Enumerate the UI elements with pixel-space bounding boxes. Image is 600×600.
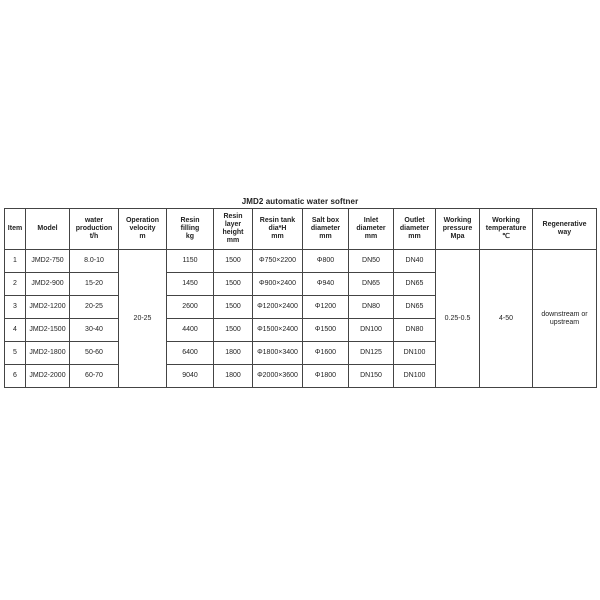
cell-height: 1500 <box>214 319 253 342</box>
header-resin-tank: Resin tank dia*H mm <box>253 209 303 250</box>
header-inlet: Inlet diameter mm <box>349 209 394 250</box>
spec-sheet <box>4 197 596 388</box>
cell-resin: 4400 <box>167 319 214 342</box>
cell-outlet: DN100 <box>394 342 436 365</box>
cell-regenerative: downstream or upstream <box>533 250 597 388</box>
cell-tank: Φ1500×2400 <box>253 319 303 342</box>
cell-salt: Φ1800 <box>303 365 349 388</box>
cell-inlet: DN50 <box>349 250 394 273</box>
header-resin-filling: Resin filling kg <box>167 209 214 250</box>
header-salt-box: Salt box diameter mm <box>303 209 349 250</box>
cell-pressure: 0.25-0.5 <box>436 250 480 388</box>
cell-inlet: DN150 <box>349 365 394 388</box>
header-resin-layer-height: Resin layer height mm <box>214 209 253 250</box>
cell-resin: 6400 <box>167 342 214 365</box>
cell-salt: Φ1200 <box>303 296 349 319</box>
header-outlet: Outlet diameter mm <box>394 209 436 250</box>
cell-outlet: DN65 <box>394 273 436 296</box>
cell-resin: 2600 <box>167 296 214 319</box>
cell-item: 5 <box>5 342 26 365</box>
header-working-pressure: Working pressure Mpa <box>436 209 480 250</box>
header-operation-velocity: Operation velocity m <box>119 209 167 250</box>
cell-model: JMD2-1500 <box>26 319 70 342</box>
cell-salt: Φ1600 <box>303 342 349 365</box>
cell-model: JMD2-750 <box>26 250 70 273</box>
cell-height: 1800 <box>214 342 253 365</box>
cell-tank: Φ1800×3400 <box>253 342 303 365</box>
cell-item: 4 <box>5 319 26 342</box>
cell-temperature: 4-50 <box>480 250 533 388</box>
cell-height: 1800 <box>214 365 253 388</box>
header-working-temperature: Working temperature ℃ <box>480 209 533 250</box>
cell-production: 8.0-10 <box>70 250 119 273</box>
cell-item: 1 <box>5 250 26 273</box>
cell-height: 1500 <box>214 296 253 319</box>
cell-height: 1500 <box>214 250 253 273</box>
table-row <box>5 250 597 273</box>
cell-item: 6 <box>5 365 26 388</box>
cell-model: JMD2-1200 <box>26 296 70 319</box>
cell-salt: Φ1500 <box>303 319 349 342</box>
table-title: JMD2 automatic water softner <box>241 197 359 206</box>
header-row <box>5 209 597 250</box>
cell-resin: 1450 <box>167 273 214 296</box>
cell-inlet: DN100 <box>349 319 394 342</box>
header-regenerative-way: Regenerative way <box>533 209 597 250</box>
cell-inlet: DN125 <box>349 342 394 365</box>
spec-table <box>4 208 597 388</box>
cell-salt: Φ940 <box>303 273 349 296</box>
cell-model: JMD2-2000 <box>26 365 70 388</box>
cell-outlet: DN40 <box>394 250 436 273</box>
cell-tank: Φ900×2400 <box>253 273 303 296</box>
cell-production: 50-60 <box>70 342 119 365</box>
cell-resin: 9040 <box>167 365 214 388</box>
cell-item: 2 <box>5 273 26 296</box>
cell-production: 60-70 <box>70 365 119 388</box>
header-model: Model <box>26 209 70 250</box>
cell-production: 15-20 <box>70 273 119 296</box>
cell-tank: Φ750×2200 <box>253 250 303 273</box>
cell-inlet: DN65 <box>349 273 394 296</box>
cell-inlet: DN80 <box>349 296 394 319</box>
cell-item: 3 <box>5 296 26 319</box>
cell-tank: Φ1200×2400 <box>253 296 303 319</box>
cell-production: 30-40 <box>70 319 119 342</box>
cell-height: 1500 <box>214 273 253 296</box>
cell-model: JMD2-900 <box>26 273 70 296</box>
cell-salt: Φ800 <box>303 250 349 273</box>
cell-model: JMD2-1800 <box>26 342 70 365</box>
header-item: Item <box>5 209 26 250</box>
cell-velocity: 20-25 <box>119 250 167 388</box>
cell-resin: 1150 <box>167 250 214 273</box>
cell-outlet: DN65 <box>394 296 436 319</box>
cell-production: 20-25 <box>70 296 119 319</box>
cell-outlet: DN100 <box>394 365 436 388</box>
header-water-production: water production t/h <box>70 209 119 250</box>
cell-outlet: DN80 <box>394 319 436 342</box>
cell-tank: Φ2000×3600 <box>253 365 303 388</box>
